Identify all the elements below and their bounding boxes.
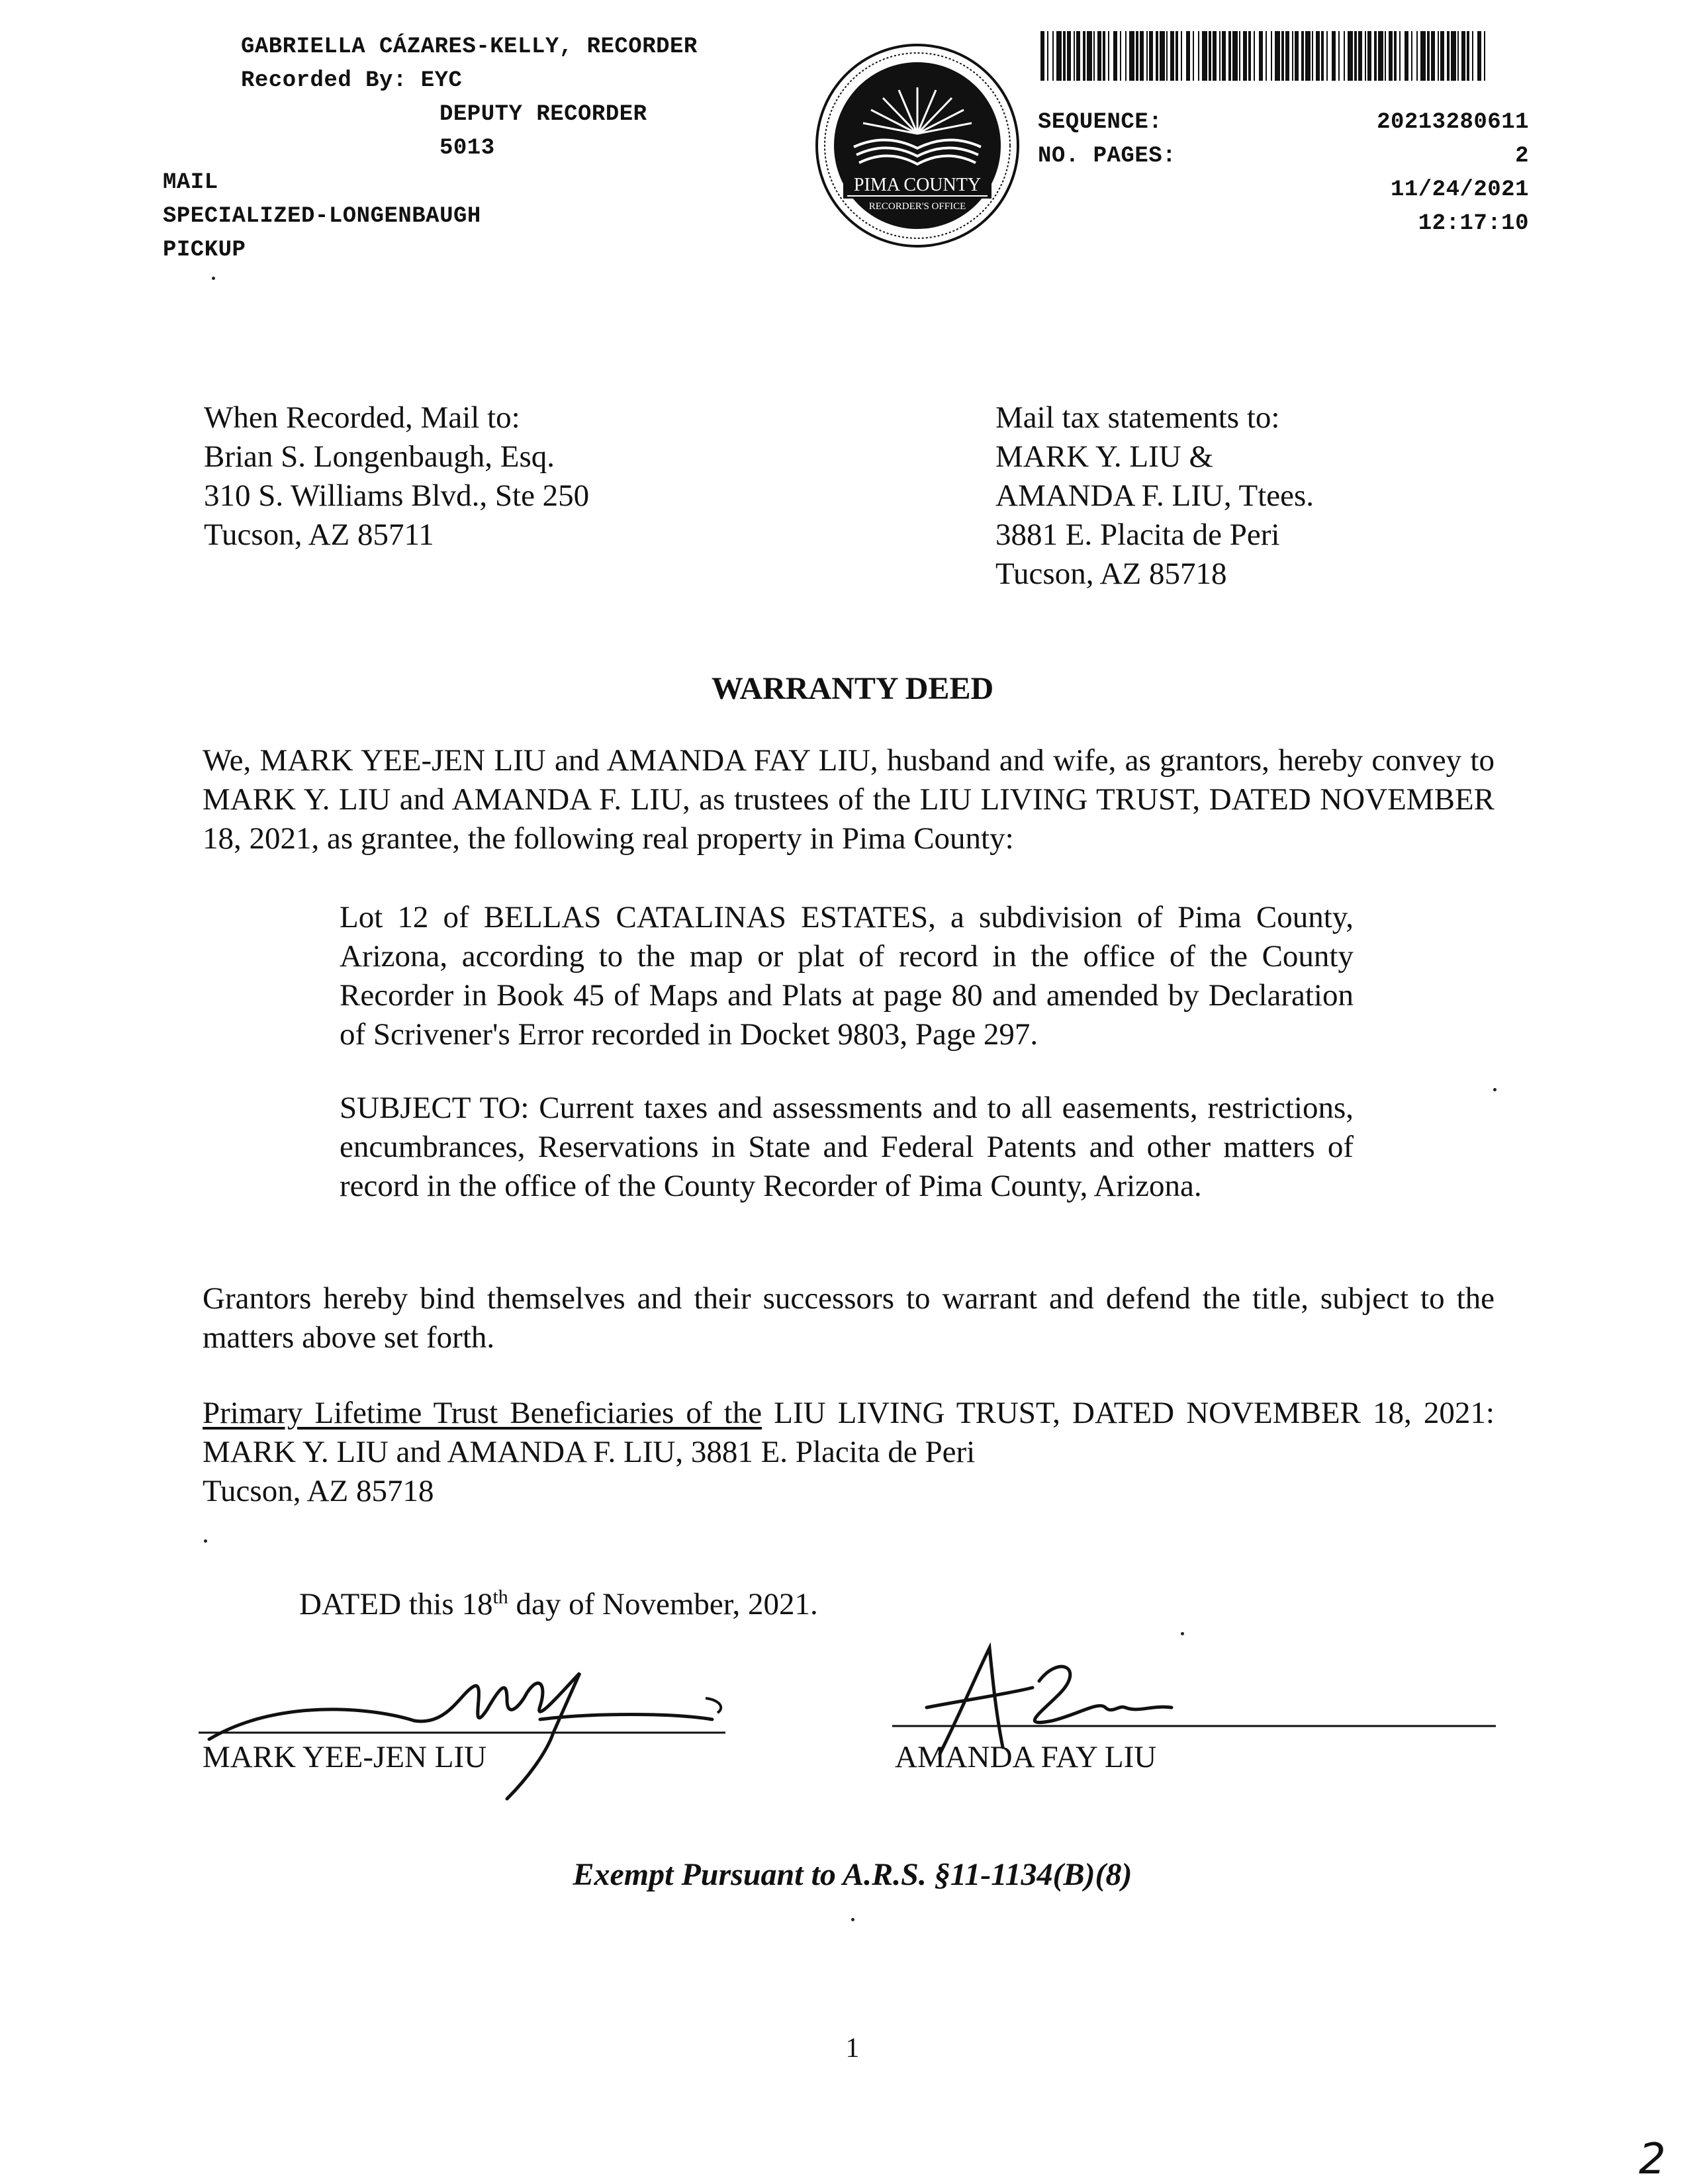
barcode-bar: [1136, 31, 1138, 81]
sequence-label: SEQUENCE:: [1038, 110, 1163, 135]
barcode-bar: [1457, 31, 1459, 81]
barcode-bar: [1477, 31, 1481, 81]
seal-title: PIMA COUNTY: [853, 175, 982, 195]
barcode-bar: [1266, 31, 1267, 81]
record-date: 11/24/2021: [1390, 177, 1529, 203]
record-time: 12:17:10: [1418, 211, 1529, 236]
page-count: 2: [1515, 144, 1529, 169]
barcode-bar: [1467, 31, 1469, 81]
scan-speck: [204, 1539, 207, 1543]
address-line: AMANDA F. LIU, Ttees.: [995, 478, 1314, 513]
barcode-bar: [1254, 31, 1255, 81]
tax-heading: Mail tax statements to:: [995, 400, 1280, 435]
delivery-line: SPECIALIZED-LONGENBAUGH: [163, 204, 481, 229]
delivery-line: PICKUP: [163, 238, 246, 263]
signature-amanda-fay-liu: [860, 1641, 1509, 1807]
barcode-bar: [1087, 31, 1092, 81]
barcode-bar: [1103, 31, 1105, 81]
barcode-bar: [1440, 31, 1444, 81]
barcode-bar: [1292, 31, 1293, 81]
barcode-bar: [1219, 31, 1221, 81]
barcode-bar: [1093, 31, 1095, 81]
exemption-note: Exempt Pursuant to A.R.S. §11-1134(B)(8): [573, 1857, 1132, 1892]
barcode-bar: [1239, 31, 1240, 81]
barcode-bar: [1202, 31, 1207, 81]
barcode-bar: [1399, 31, 1401, 81]
barcode-bar: [1367, 31, 1371, 81]
barcode-bar: [1156, 31, 1158, 81]
barcode-bar: [1040, 31, 1044, 81]
address-line: 310 S. Williams Blvd., Ste 250: [204, 478, 590, 513]
dated-prefix: DATED this 18: [299, 1587, 493, 1621]
scan-speck: [851, 1918, 854, 1921]
beneficiaries-city: Tucson, AZ 85718: [203, 1474, 434, 1508]
barcode-bar: [1146, 31, 1148, 81]
barcode-bar: [1193, 31, 1194, 81]
barcode-bar: [1232, 31, 1238, 81]
barcode-bar: [1447, 31, 1450, 81]
address-line: Tucson, AZ 85711: [204, 518, 434, 552]
sequence-values: [1258, 106, 1529, 241]
barcode-bar: [1052, 31, 1054, 81]
barcode-bar: [1186, 31, 1190, 81]
barcode-bar: [1170, 31, 1174, 81]
signer-name-left: MARK YEE-JEN LIU: [203, 1740, 487, 1774]
barcode-bar: [1378, 31, 1383, 81]
barcode-bar: [1271, 31, 1272, 81]
barcode-bar: [1405, 31, 1408, 81]
barcode-bar: [1248, 31, 1251, 81]
address-line: 3881 E. Placita de Peri: [995, 518, 1280, 552]
deputy-id: 5013: [439, 136, 495, 161]
barcode-bar: [1427, 31, 1430, 81]
barcode-bar: [1209, 31, 1211, 81]
barcode-bar: [1063, 31, 1066, 81]
barcode-bar: [1198, 31, 1199, 81]
subject-to-paragraph: SUBJECT TO: Current taxes and assessments and to all easements, restrictions, encumbrances, Reservations in State and Federal Patents and other matters of record in the office of the County Recorder of Pima County, Arizona.: [340, 1091, 1354, 1203]
barcode: [1040, 31, 1485, 81]
barcode-bar: [1213, 31, 1217, 81]
barcode-bar: [1140, 31, 1144, 81]
address-line: MARK Y. LIU &: [995, 439, 1214, 474]
barcode-bar: [1285, 31, 1289, 81]
barcode-bar: [1160, 31, 1165, 81]
barcode-bar: [1411, 31, 1412, 81]
barcode-bar: [1484, 31, 1485, 81]
tax-statements-address: [995, 398, 1314, 594]
barcode-bar: [1074, 31, 1075, 81]
barcode-bar: [1365, 31, 1366, 81]
delivery-method-block: [163, 166, 481, 267]
scan-speck: [1493, 1088, 1497, 1091]
beneficiaries-text: LIU LIVING TRUST, DATED NOVEMBER 18, 2021: MARK Y. LIU and AMANDA F. LIU, 3881 E. Placita de Peri: [203, 1396, 1495, 1469]
barcode-bar: [1312, 31, 1313, 81]
barcode-bar: [1326, 31, 1328, 81]
address-line: Brian S. Longenbaugh, Esq.: [204, 439, 555, 474]
dated-ordinal: th: [492, 1586, 508, 1608]
mail-to-heading: When Recorded, Mail to:: [204, 400, 520, 435]
barcode-bar: [1354, 31, 1357, 81]
barcode-bar: [1281, 31, 1284, 81]
barcode-bar: [1438, 31, 1439, 81]
barcode-bar: [1083, 31, 1085, 81]
document-title: WARRANTY DEED: [711, 671, 994, 706]
barcode-bar: [1305, 31, 1311, 81]
barcode-bar: [1067, 31, 1071, 81]
mail-to-address: [204, 398, 589, 555]
barcode-bar: [1275, 31, 1280, 81]
beneficiaries-paragraph: [203, 1394, 1495, 1511]
dated-rest: day of November, 2021.: [508, 1587, 818, 1621]
barcode-bar: [1097, 31, 1101, 81]
barcode-bar: [1344, 31, 1345, 81]
pima-county-seal: [813, 41, 1022, 250]
barcode-bar: [1358, 31, 1362, 81]
barcode-bar: [1389, 31, 1393, 81]
barcode-bar: [1431, 31, 1435, 81]
barcode-bar: [1321, 31, 1324, 81]
barcode-bar: [1166, 31, 1168, 81]
barcode-bar: [1416, 31, 1418, 81]
barcode-bar: [1301, 31, 1304, 81]
barcode-bar: [1113, 31, 1117, 81]
barcode-bar: [1338, 31, 1340, 81]
barcode-bar: [1149, 31, 1153, 81]
barcode-bar: [1047, 31, 1048, 81]
barcode-bar: [1125, 31, 1127, 81]
barcode-bar: [1461, 31, 1465, 81]
barcode-bar: [1108, 31, 1109, 81]
delivery-line: MAIL: [163, 170, 218, 195]
handwritten-page-mark: 2: [1639, 2135, 1666, 2184]
barcode-bar: [1394, 31, 1397, 81]
legal-description: Lot 12 of BELLAS CATALINAS ESTATES, a subdivision of Pima County, Arizona, according to the map or plat of record in the office of the County Recorder in Book 45 of Maps and Plats at page 80 and amended by Declaration of Scrivener's Error recorded in Docket 9803, Page 297.: [340, 900, 1354, 1052]
barcode-bar: [1374, 31, 1377, 81]
barcode-bar: [1222, 31, 1226, 81]
barcode-bar: [1175, 31, 1178, 81]
barcode-bar: [1056, 31, 1062, 81]
recorder-block: [241, 30, 698, 165]
sequence-number: 20213280611: [1377, 110, 1529, 135]
barcode-bar: [1385, 31, 1386, 81]
seal-subtitle: RECORDER'S OFFICE: [868, 201, 966, 212]
beneficiaries-label: Primary Lifetime Trust Beneficiaries of the: [203, 1396, 762, 1430]
barcode-bar: [1228, 31, 1231, 81]
barcode-bar: [1451, 31, 1456, 81]
recorder-name: GABRIELLA CÁZARES-KELLY, RECORDER: [241, 34, 698, 60]
sequence-labels: [1038, 106, 1176, 173]
recorded-by: Recorded By: EYC: [241, 68, 463, 93]
grant-paragraph: We, MARK YEE-JEN LIU and AMANDA FAY LIU, husband and wife, as grantors, hereby convey to MARK Y. LIU and AMANDA F. LIU, as trustees of the LIU LIVING TRUST, DATED NOVEMBER 18, 2021, as grantee, the following real property in Pima County:: [203, 743, 1495, 856]
pages-label: NO. PAGES:: [1038, 144, 1177, 169]
address-line: Tucson, AZ 85718: [995, 557, 1227, 591]
scan-speck: [1181, 1632, 1184, 1635]
barcode-bar: [1295, 31, 1299, 81]
dated-line: [299, 1585, 818, 1624]
barcode-bar: [1316, 31, 1320, 81]
signer-name-right: AMANDA FAY LIU: [895, 1740, 1157, 1774]
warranty-paragraph: Grantors hereby bind themselves and their successors to warrant and defend the title, subject to the matters above set forth.: [203, 1281, 1495, 1355]
signature-mark-yee-jen-liu: [196, 1647, 739, 1812]
barcode-bar: [1243, 31, 1247, 81]
barcode-bar: [1181, 31, 1182, 81]
deputy-title: DEPUTY RECORDER: [439, 102, 647, 127]
scan-speck: [212, 277, 215, 280]
barcode-bar: [1076, 31, 1080, 81]
barcode-bar: [1259, 31, 1263, 81]
barcode-bar: [1332, 31, 1336, 81]
barcode-bar: [1120, 31, 1121, 81]
barcode-bar: [1472, 31, 1473, 81]
barcode-bar: [1129, 31, 1134, 81]
page-number: 1: [845, 2033, 860, 2064]
barcode-bar: [1420, 31, 1426, 81]
barcode-bar: [1348, 31, 1353, 81]
